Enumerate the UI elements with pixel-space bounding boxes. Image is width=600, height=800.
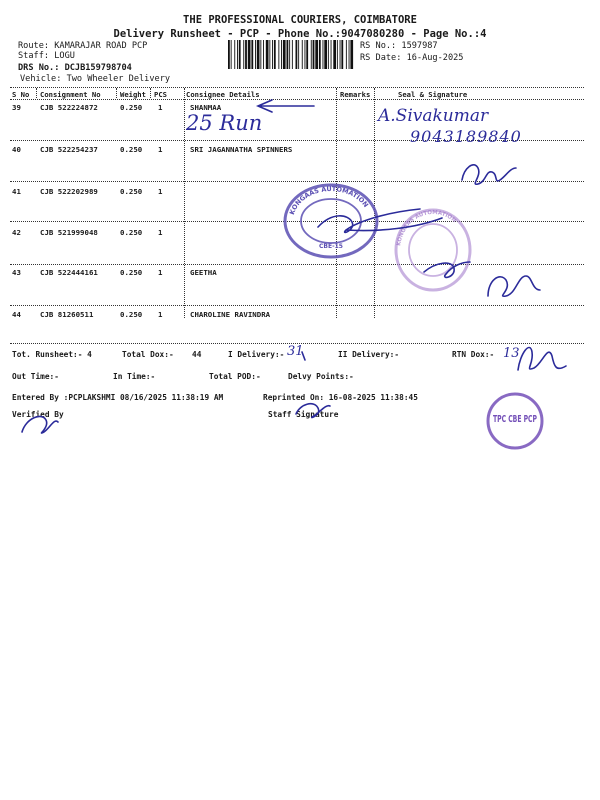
row-pcs: 1: [158, 145, 163, 154]
total-dox-value: 44: [192, 350, 202, 359]
row-weight: 0.250: [120, 187, 143, 196]
row-pcs: 1: [158, 310, 163, 319]
row-pcs: 1: [158, 187, 163, 196]
row-weight: 0.250: [120, 268, 143, 277]
signature-rtn: [518, 347, 566, 370]
col-seal-signature: Seal & Signature: [398, 90, 468, 99]
total-dox-label: Total Dox:-: [122, 350, 174, 359]
stamp1-text: KONGAAS AUTOMATION: [287, 184, 370, 216]
row-consignee: GEETHA: [190, 268, 217, 277]
row-weight: 0.250: [120, 310, 143, 319]
signature-row42: [424, 262, 470, 277]
i-delivery-label: I Delivery:-: [228, 350, 285, 359]
stamp3-text: TPC CBE PCP: [493, 414, 537, 425]
col-consignee: Consignee Details: [186, 90, 260, 99]
signature-row43: [488, 276, 540, 296]
handwritten-row39-note: 25 Run: [186, 111, 263, 135]
row-sno: 44: [12, 310, 21, 319]
col-consignment: Consignment No: [40, 90, 101, 99]
total-pod-label: Total POD:-: [209, 372, 261, 381]
signature-row41: [318, 209, 442, 232]
handwritten-i-delivery: 31: [287, 344, 304, 359]
row-sno: 41: [12, 187, 21, 196]
signature-verified: [22, 416, 58, 433]
row-weight: 0.250: [120, 228, 143, 237]
row-consignment: CJB 522202989: [40, 187, 98, 196]
in-time-label: In Time:-: [113, 372, 156, 381]
row-sno: 43: [12, 268, 21, 277]
col-sno: S No: [12, 90, 30, 99]
row-consignment: CJB 522224872: [40, 103, 98, 112]
out-time-label: Out Time:-: [12, 372, 59, 381]
rtn-dox-label: RTN Dox:-: [452, 350, 495, 359]
row-consignment: CJB 521999048: [40, 228, 98, 237]
row-sno: 42: [12, 228, 21, 237]
row-weight: 0.250: [120, 145, 143, 154]
staff-label: Staff: LOGU: [18, 51, 75, 61]
row-consignee: SRI JAGANNATHA SPINNERS: [190, 145, 293, 154]
row-weight: 0.250: [120, 103, 143, 112]
handwritten-phone: 9043189840: [410, 127, 522, 146]
staff-signature-label: Staff Signature: [268, 410, 339, 419]
row-consignment: CJB 81260511: [40, 310, 94, 319]
entered-by: Entered By :PCPLAKSHMI 08/16/2025 11:38:19 AM: [12, 393, 224, 402]
col-remarks: Remarks: [340, 90, 371, 99]
company-title: THE PROFESSIONAL COURIERS, COIMBATORE: [183, 14, 417, 26]
handwritten-rtn-value: 13: [503, 346, 520, 361]
stamp2-text: KONGAAS AUTOMATION: [396, 209, 457, 247]
col-pcs: PCS: [154, 90, 167, 99]
row-pcs: 1: [158, 268, 163, 277]
row-pcs: 1: [158, 103, 163, 112]
arrow-mark: [258, 100, 314, 112]
row-consignment: CJB 522444161: [40, 268, 98, 277]
rs-date: RS Date: 16-Aug-2025: [360, 53, 464, 63]
rs-number: RS No.: 1597987: [360, 41, 438, 51]
signature-row40: [462, 165, 516, 184]
signature-staff: [296, 404, 330, 418]
col-weight: Weight: [120, 90, 146, 99]
row-sno: 39: [12, 103, 21, 112]
row-consignee: SHANMAA: [190, 103, 222, 112]
ii-delivery-label: II Delivery:-: [338, 350, 400, 359]
row-consignee: CHAROLINE RAVINDRA: [190, 310, 271, 319]
runsheet-subtitle: Delivery Runsheet - PCP - Phone No.:9047080280 - Page No.:4: [113, 28, 487, 40]
drs-number: DRS No.: DCJB159798704: [18, 63, 132, 73]
verified-by-label: Verified By: [12, 410, 64, 419]
row-consignment: CJB 522254237: [40, 145, 98, 154]
tick-mark: [302, 352, 305, 360]
route-label: Route: KAMARAJAR ROAD PCP: [18, 41, 148, 51]
row-sno: 40: [12, 145, 21, 154]
total-runsheet: Tot. Runsheet:- 4: [12, 350, 92, 359]
handwritten-name: A.Sivakumar: [378, 106, 489, 126]
delivery-points-label: Delvy Points:-: [288, 372, 354, 381]
vehicle-label: Vehicle: Two Wheeler Delivery: [20, 74, 171, 84]
reprinted-on: Reprinted On: 16-08-2025 11:38:45: [263, 393, 418, 402]
stamp1-city: CBE-15: [319, 243, 343, 250]
row-pcs: 1: [158, 228, 163, 237]
